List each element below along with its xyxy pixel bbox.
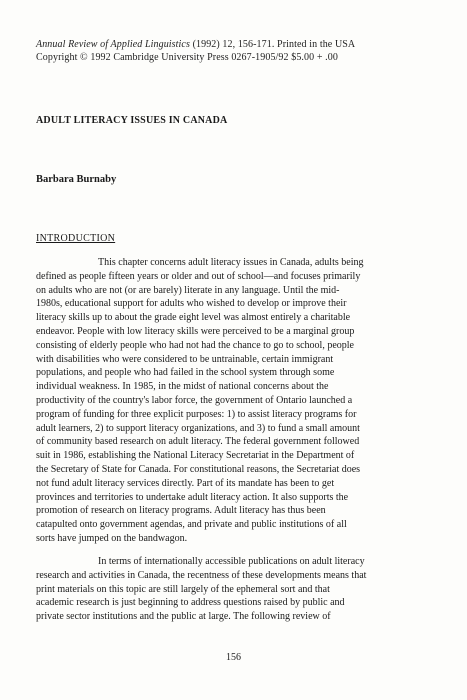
text-line: populations, and people who had failed in the school system through some xyxy=(36,367,335,379)
article-title: ADULT LITERACY ISSUES IN CANADA xyxy=(36,115,228,126)
text-line: provinces and territories to undertake adult literacy action. It also supports the xyxy=(36,491,349,503)
copyright-line: Copyright © 1992 Cambridge University Press 0267-1905/92 $5.00 + .00 xyxy=(36,52,338,63)
text-line: program of funding for three explicit purposes: 1) to assist literacy programs for xyxy=(36,408,357,420)
text-line: promotion of research on literacy programs. Adult literacy has thus been xyxy=(36,505,326,517)
paragraph-2 xyxy=(36,555,434,624)
text-line: the Secretary of State for Canada. For constitutional reasons, the Secretariat does xyxy=(36,463,361,475)
text-line: adult learners, 2) to support literacy organizations, and 3) to fund a small amount xyxy=(36,422,360,434)
text-line: 1980s, educational support for adults who wished to develop or improve their xyxy=(36,298,347,310)
paragraph-1 xyxy=(36,256,434,546)
text-line: sorts have jumped on the bandwagon. xyxy=(36,532,188,544)
text-line: individual weakness. In 1985, in the midst of national concerns about the xyxy=(36,381,329,393)
text-line: print materials on this topic are still largely of the ephemeral sort and that xyxy=(36,583,330,595)
text-line: with disabilities who were considered to be untrainable, certain immigrant xyxy=(36,353,334,365)
text-line: not fund adult literacy services directly. Part of its mandate has been to get xyxy=(36,477,335,489)
text-line: academic research is just beginning to address questions raised by public and xyxy=(36,597,345,609)
journal-name: Annual Review of Applied Linguistics xyxy=(36,39,190,50)
text-line: This chapter concerns adult literacy issues in Canada, adults being xyxy=(98,257,364,268)
text-line: suit in 1986, establishing the National Literacy Secretariat in the Department of xyxy=(36,450,355,462)
text-line: literacy skills up to about the grade eight level was almost entirely a charitable xyxy=(36,312,351,324)
author-name: Barbara Burnaby xyxy=(36,174,117,185)
text-line: of community based research on adult literacy. The federal government followed xyxy=(36,436,360,448)
citation-details: (1992) 12, 156-171. Printed in the USA xyxy=(189,39,356,50)
text-line: on adults who are not (or are barely) literate in any language. Until the mid- xyxy=(36,284,340,296)
text-line: consisting of elderly people who had not had the chance to go to school, people xyxy=(36,339,354,351)
text-line: catapulted onto government agendas, and private and public institutions of all xyxy=(36,519,347,531)
text-line: research and activities in Canada, the recentness of these developments means that xyxy=(36,569,367,581)
page-number: 156 xyxy=(226,652,241,663)
section-heading: INTRODUCTION xyxy=(36,233,116,244)
text-line: productivity of the country's labor force, the government of Ontario launched a xyxy=(36,394,353,406)
citation-line-1 xyxy=(36,38,436,51)
text-line: In terms of internationally accessible publications on adult literacy xyxy=(98,556,365,567)
text-line: endeavor. People with low literacy skills were perceived to be a marginal group xyxy=(36,325,355,337)
text-line: defined as people fifteen years or older and out of school—and focuses primarily xyxy=(36,270,361,282)
text-line: private sector institutions and the public at large. The following review of xyxy=(36,611,331,623)
citation-header xyxy=(36,38,436,64)
